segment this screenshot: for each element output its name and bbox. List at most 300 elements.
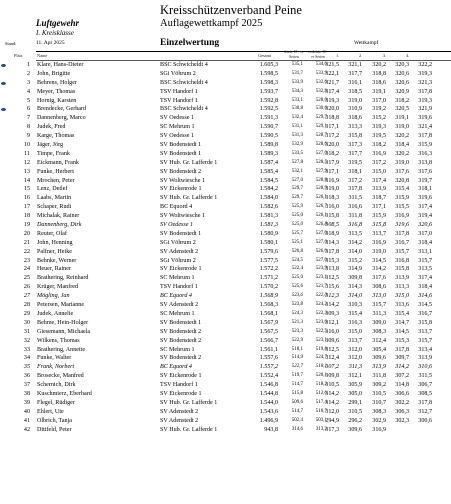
avg8-cell: 512,6 [315, 390, 327, 396]
place-cell: 2 [26, 70, 30, 77]
club-cell: SV Oedesse 1 [160, 222, 194, 229]
club-cell: SV Bodenstedt 1 [160, 319, 202, 326]
series2-cell: 313,5 [348, 230, 362, 237]
avg10-cell: 531,3 [291, 133, 303, 139]
club-cell: SV Hub. Gr. Lafferde 1 [160, 195, 218, 202]
series1-cell: 309,3 [325, 310, 339, 317]
place-cell: 9 [26, 133, 30, 140]
avg8-cell: 528,7 [315, 133, 327, 139]
club-cell: TSV Handorf 1 [160, 284, 198, 291]
table-row [0, 168, 451, 177]
series3-cell: 315,2 [372, 115, 386, 122]
club-cell: SGi Vöhrum 2 [160, 257, 196, 264]
header-rule [36, 51, 451, 52]
stand-date: 11. Apr 2025 [36, 40, 65, 46]
series1-cell: 315,8 [325, 213, 339, 220]
page-title: Kreisschützenverband Peine [160, 3, 302, 17]
section-heading: Einzelwertung [160, 38, 220, 48]
series1-cell: 318,9 [325, 230, 339, 237]
avg10-cell: 529,7 [291, 195, 303, 201]
avg10-cell: 532,9 [291, 142, 303, 148]
name-cell: Dittfeld, Peter [37, 426, 72, 433]
name-cell: Behnke, Werner [37, 257, 77, 264]
series4-cell: 315,9 [395, 195, 409, 202]
avg8-cell: 527,0 [315, 150, 327, 156]
name-cell: Reuter, Olaf [37, 230, 67, 237]
series5-cell: 317,6 [418, 168, 432, 175]
club-cell: TSV Handorf 1 [160, 97, 198, 104]
series4-cell: 318,4 [395, 142, 409, 149]
series5-cell: 313,5 [418, 266, 432, 273]
avg10-cell: 523,8 [291, 302, 303, 308]
avg10-cell: 533,5 [291, 150, 303, 156]
series4-cell: 316,8 [395, 257, 409, 264]
name-cell: Mögling, Jan [37, 293, 70, 300]
avg10-cell: 525,0 [291, 213, 303, 219]
total-cell: 1.580,1 [259, 239, 278, 246]
series5-cell: 312,7 [418, 408, 432, 415]
place-cell: 33 [23, 346, 30, 353]
place-cell: 16 [23, 195, 30, 202]
club-cell: SV Woltwiesche 1 [160, 177, 205, 184]
place-cell: 8 [26, 124, 30, 131]
marker-icon [1, 64, 6, 67]
table-row [0, 417, 451, 426]
total-cell: 1.572,2 [259, 266, 278, 273]
series5-cell: 314,5 [418, 302, 432, 309]
series3-cell: 317,2 [372, 159, 386, 166]
table-row [0, 230, 451, 239]
series4-cell: 314,2 [395, 364, 409, 371]
col-header-s3: 3. [383, 53, 387, 58]
series3-cell: 319,5 [372, 133, 386, 140]
series5-cell: 318,4 [418, 284, 432, 291]
series1-cell: 307,2 [325, 364, 339, 371]
name-cell: Schaper, Rudi [37, 204, 72, 211]
series1-cell: 317,2 [325, 133, 339, 140]
series1-cell: 312,5 [325, 275, 339, 282]
club-cell: SV Eickenrode 1 [160, 373, 202, 380]
table-row [0, 141, 451, 150]
table-row [0, 363, 451, 372]
total-cell: 1.598,5 [259, 70, 278, 77]
series4-cell: 320,5 [395, 106, 409, 113]
club-cell: TSV Handorf 1 [160, 382, 198, 389]
total-cell: 1.590,7 [259, 124, 278, 131]
table-row [0, 185, 451, 194]
series5-cell: 313,7 [418, 328, 432, 335]
place-cell: 12 [23, 159, 30, 166]
avg8-cell: 532,8 [315, 88, 327, 94]
table-row [0, 177, 451, 186]
series3-cell: 310,5 [372, 390, 386, 397]
series5-cell: 313,1 [418, 248, 432, 255]
series2-cell: 316,8 [348, 222, 362, 229]
name-cell: Dannenberg, Dirk [37, 222, 82, 229]
name-cell: Brosecke, Manfred [37, 373, 84, 380]
name-cell: Eickmann, Frank [37, 159, 79, 166]
avg10-cell: 522,7 [291, 364, 303, 370]
series3-cell: 305,4 [372, 346, 386, 353]
series3-cell: 316,9 [372, 426, 386, 433]
series4-cell: 315,0 [395, 293, 409, 300]
avg8-cell: 520,1 [315, 373, 327, 379]
avg8-cell: 524,7 [315, 355, 327, 361]
series2-cell: 309,6 [348, 426, 362, 433]
total-cell: 1.598,3 [259, 79, 278, 86]
series3-cell: 314,2 [372, 266, 386, 273]
place-cell: 15 [23, 186, 30, 193]
place-cell: 27 [23, 293, 30, 300]
series2-cell: 317,7 [348, 70, 362, 77]
avg8-cell: 534,6 [315, 62, 327, 67]
place-cell: 6 [26, 106, 30, 113]
col-header-s4: 4. [406, 53, 410, 58]
table-row [0, 79, 451, 88]
table-row [0, 70, 451, 79]
table-row [0, 221, 451, 230]
series5-cell: 308,5 [418, 390, 432, 397]
series4-cell: 315,4 [395, 310, 409, 317]
series1-cell: 312,4 [325, 355, 339, 362]
table-row [0, 265, 451, 274]
series3-cell: 317,0 [372, 97, 386, 104]
avg10-cell: 522,9 [291, 337, 303, 343]
club-cell: SV Eickenrode 1 [160, 390, 202, 397]
table-row [0, 239, 451, 248]
place-cell: 42 [23, 426, 30, 433]
series2-cell: 314,9 [348, 266, 362, 273]
club-cell: SGi Vöhrum 2 [160, 70, 196, 77]
avg8-cell: 523,1 [315, 337, 327, 343]
total-cell: 1.567,9 [259, 319, 278, 326]
total-cell: 1.589,3 [259, 150, 278, 157]
series1-cell: 316,9 [325, 177, 339, 184]
series1-cell: 318,3 [325, 195, 339, 202]
series3-cell: 318,6 [372, 79, 386, 86]
name-cell: Timpe, Frank [37, 150, 70, 157]
table-row [0, 426, 451, 435]
col-header-avg8: vorletzte 10+ er Serien [307, 50, 329, 59]
table-row [0, 283, 451, 292]
avg8-cell: 518,2 [315, 382, 327, 388]
table-row [0, 319, 451, 328]
avg10-cell: 519,7 [291, 373, 303, 379]
table-row [0, 301, 451, 310]
marker-icon [1, 82, 6, 85]
avg8-cell: 521,7 [315, 284, 327, 290]
wettkampf-label: Wettkampf [354, 40, 379, 46]
place-cell: 5 [26, 97, 30, 104]
total-cell: 1.552,4 [259, 373, 278, 380]
name-cell: Giesemann, Michaela [37, 328, 91, 335]
avg8-cell: 522,3 [315, 310, 327, 316]
place-cell: 18 [23, 213, 30, 220]
total-cell: 1.567,5 [259, 328, 278, 335]
series1-cell: 317,8 [325, 248, 339, 255]
series4-cell: 306,6 [395, 390, 409, 397]
avg8-cell: 526,1 [315, 213, 327, 219]
series2-cell: 305,9 [348, 382, 362, 389]
series5-cell: 316,7 [418, 310, 432, 317]
series4-cell: 316,7 [395, 239, 409, 246]
series5-cell: 319,4 [418, 213, 432, 220]
series2-cell: 314,0 [348, 248, 362, 255]
club-cell: SV Bodenstedt 2 [160, 337, 202, 344]
series4-cell: 320,2 [395, 133, 409, 140]
place-cell: 3 [26, 79, 30, 86]
total-cell: 1.580,9 [259, 230, 278, 237]
series5-cell: 319,6 [418, 195, 432, 202]
series2-cell: 311,8 [348, 213, 362, 220]
col-header-s1: 1. [336, 53, 340, 58]
series4-cell: 313,6 [395, 302, 409, 309]
total-cell: 1.585,4 [259, 168, 278, 175]
series4-cell: 302,2 [395, 399, 409, 406]
name-cell: Schernich, Dirk [37, 382, 76, 389]
series3-cell: 316,9 [372, 150, 386, 157]
total-cell: 1.496,9 [259, 417, 278, 424]
total-cell: 1.568,9 [259, 293, 278, 300]
avg10-cell: 533,1 [291, 97, 303, 103]
series3-cell: 315,8 [372, 222, 386, 229]
table-row [0, 159, 451, 168]
place-cell: 41 [23, 417, 30, 424]
place-cell: 32 [23, 337, 30, 344]
series3-cell: 310,7 [372, 399, 386, 406]
series5-cell: 315,9 [418, 142, 432, 149]
series2-cell: 310,5 [348, 408, 362, 415]
col-header-name: Name [37, 53, 48, 58]
series3-cell: 308,3 [372, 328, 386, 335]
club-cell: SV Adenstedt 2 [160, 408, 199, 415]
avg8-cell: 523,9 [315, 266, 327, 272]
series4-cell: 320,9 [395, 88, 409, 95]
total-cell: 943,8 [264, 426, 278, 433]
avg10-cell: 533,9 [291, 79, 303, 85]
series2-cell: 317,8 [348, 186, 362, 193]
name-cell: Funke, Herbert [37, 168, 74, 175]
series5-cell: 313,8 [418, 159, 432, 166]
avg10-cell: 530,8 [291, 106, 303, 112]
series5-cell: 315,7 [418, 257, 432, 264]
table-row [0, 337, 451, 346]
series1-cell: 314,2 [325, 302, 339, 309]
series1-cell: 315,6 [325, 284, 339, 291]
total-cell: 1.581,3 [259, 213, 278, 220]
avg8-cell: 518,1 [315, 364, 327, 370]
avg10-cell: 525,0 [291, 222, 303, 228]
series2-cell: 319,0 [348, 97, 362, 104]
total-cell: 1.584,5 [259, 177, 278, 184]
name-cell: Olbrich, Tanja [37, 417, 72, 424]
avg8-cell: 526,7 [315, 204, 327, 210]
avg8-cell: 528,8 [315, 177, 327, 183]
series5-cell: 320,6 [418, 222, 432, 229]
series1-cell: 312,5 [325, 346, 339, 353]
place-cell: 10 [23, 142, 30, 149]
total-cell: 1.568,3 [259, 302, 278, 309]
stand-label: Stand: [5, 41, 17, 46]
series2-cell: 313,7 [348, 337, 362, 344]
series5-cell: 300,6 [418, 417, 432, 424]
series4-cell: 317,8 [395, 346, 409, 353]
total-cell: 1.581,3 [259, 222, 278, 229]
series4-cell: 314,5 [395, 328, 409, 335]
avg8-cell: 529,1 [315, 124, 327, 130]
avg10-cell: 529,7 [291, 186, 303, 192]
series3-cell: 319,0 [372, 248, 386, 255]
club-cell: SC Mehrum 1 [160, 346, 195, 353]
total-cell: 1.546,8 [259, 382, 278, 389]
table-row [0, 328, 451, 337]
series2-cell: 316,6 [348, 204, 362, 211]
series3-cell: 319,2 [372, 106, 386, 113]
avg10-cell: 514,9 [291, 355, 303, 361]
club-cell: SV Oedesse 1 [160, 133, 195, 140]
avg8-cell: 532,6 [315, 79, 327, 85]
place-cell: 11 [24, 150, 30, 157]
series5-cell: 319,7 [418, 177, 432, 184]
series3-cell: 318,8 [372, 70, 386, 77]
table-row [0, 292, 451, 301]
club-cell: SV Adenstedt 2 [160, 302, 199, 309]
name-cell: Jäger, Jörg [37, 142, 64, 149]
avg10-cell: 523,6 [291, 293, 303, 299]
series4-cell: 319,6 [395, 222, 409, 229]
avg10-cell: 524,3 [291, 310, 303, 316]
series5-cell: 321,9 [418, 106, 432, 113]
series1-cell: 317,3 [325, 426, 339, 433]
avg8-cell: 527,0 [315, 257, 327, 263]
club-cell: SV Bodenstedt 2 [160, 328, 202, 335]
name-cell: Brathering, Annette [37, 346, 86, 353]
series1-cell: 294,9 [325, 417, 339, 424]
series2-cell: 311,3 [348, 364, 362, 371]
series3-cell: 313,9 [372, 364, 386, 371]
series1-cell: 319,0 [325, 186, 339, 193]
series2-cell: 315,8 [348, 133, 362, 140]
series4-cell: 315,3 [395, 337, 409, 344]
series1-cell: 320,0 [325, 106, 339, 113]
place-cell: 17 [23, 204, 30, 211]
avg10-cell: 521,3 [291, 319, 303, 325]
total-cell: 1.582,6 [259, 204, 278, 211]
series1-cell: 322,1 [325, 70, 339, 77]
series4-cell: 306,3 [395, 408, 409, 415]
name-cell: John, Brigitte [37, 70, 71, 77]
place-cell: 37 [23, 382, 30, 389]
avg8-cell: 526,0 [315, 248, 327, 254]
club-cell: BSC Schwicheldt 4 [160, 62, 208, 68]
table-row [0, 194, 451, 203]
series4-cell: 316,9 [395, 213, 409, 220]
series4-cell: 313,9 [395, 275, 409, 282]
club-cell: SC Mehrum 1 [160, 310, 195, 317]
series1-cell: 312,0 [325, 408, 339, 415]
series3-cell: 319,1 [372, 88, 386, 95]
col-header-s2: 2. [359, 53, 363, 58]
series2-cell: 317,7 [348, 150, 362, 157]
total-cell: 1.591,3 [259, 115, 278, 122]
name-cell: Hornig, Karsten [37, 97, 77, 104]
avg10-cell: 525,1 [291, 239, 303, 245]
series2-cell: 310,9 [348, 106, 362, 113]
total-cell: 1.590,5 [259, 133, 278, 140]
series2-cell: 321,1 [348, 62, 362, 68]
series2-cell: 305,0 [348, 390, 362, 397]
series5-cell: 317,0 [418, 230, 432, 237]
series3-cell: 313,7 [372, 230, 386, 237]
total-cell: 1.543,6 [259, 408, 278, 415]
avg8-cell: 529,7 [315, 115, 327, 121]
results-table [0, 61, 451, 434]
series3-cell: 308,3 [372, 408, 386, 415]
total-cell: 1.577,5 [259, 257, 278, 264]
table-row [0, 257, 451, 266]
club-cell: SV Adenstedt 2 [160, 417, 199, 424]
table-row [0, 88, 451, 97]
club-cell: BC Equord 4 [160, 204, 193, 211]
series2-cell: 317,3 [348, 142, 362, 149]
series3-cell: 315,0 [372, 168, 386, 175]
avg8-cell: 528,6 [315, 142, 327, 148]
series4-cell: 315,7 [395, 248, 409, 255]
table-row [0, 346, 451, 355]
total-cell: 1.544,0 [259, 399, 278, 406]
place-cell: 39 [23, 399, 30, 406]
place-cell: 22 [23, 248, 30, 255]
series5-cell: 317,8 [418, 133, 432, 140]
place-cell: 30 [23, 319, 30, 326]
series1-cell: 318,2 [325, 150, 339, 157]
name-cell: Brathering, Reinhard [37, 275, 89, 282]
series3-cell: 311,3 [372, 310, 386, 317]
avg10-cell: 514,7 [291, 408, 303, 414]
series3-cell: 319,3 [372, 124, 386, 131]
table-row [0, 150, 451, 159]
total-cell: 1.589,8 [259, 142, 278, 149]
series3-cell: 309,2 [372, 382, 386, 389]
avg10-cell: 502,4 [291, 417, 303, 423]
avg8-cell: 530,6 [315, 106, 327, 112]
club-cell: SV Eickenrode 1 [160, 186, 202, 193]
place-cell: 35 [23, 364, 30, 371]
series1-cell: 310,5 [325, 382, 339, 389]
series1-cell: 308,5 [325, 222, 339, 229]
series4-cell: 319,1 [395, 115, 409, 122]
series3-cell: 320,2 [372, 62, 386, 68]
avg10-cell: 525,9 [291, 204, 303, 210]
series2-cell: 316,3 [348, 319, 362, 326]
series4-cell: 315,8 [395, 266, 409, 273]
series2-cell: 315,2 [348, 257, 362, 264]
table-row [0, 97, 451, 106]
series3-cell: 308,6 [372, 284, 386, 291]
col-header-total: Gesamt [258, 53, 272, 58]
place-cell: 13 [23, 168, 30, 175]
avg10-cell: 518,1 [291, 346, 303, 352]
series5-cell: 313,4 [418, 346, 432, 353]
table-row [0, 203, 451, 212]
class-label: I. Kreisklasse [36, 29, 74, 37]
series1-cell: 309,6 [325, 337, 339, 344]
place-cell: 1 [26, 62, 30, 68]
series5-cell: 310,6 [418, 364, 432, 371]
series3-cell: 317,1 [372, 204, 386, 211]
table-row [0, 248, 451, 257]
total-cell: 1.571,2 [259, 275, 278, 282]
